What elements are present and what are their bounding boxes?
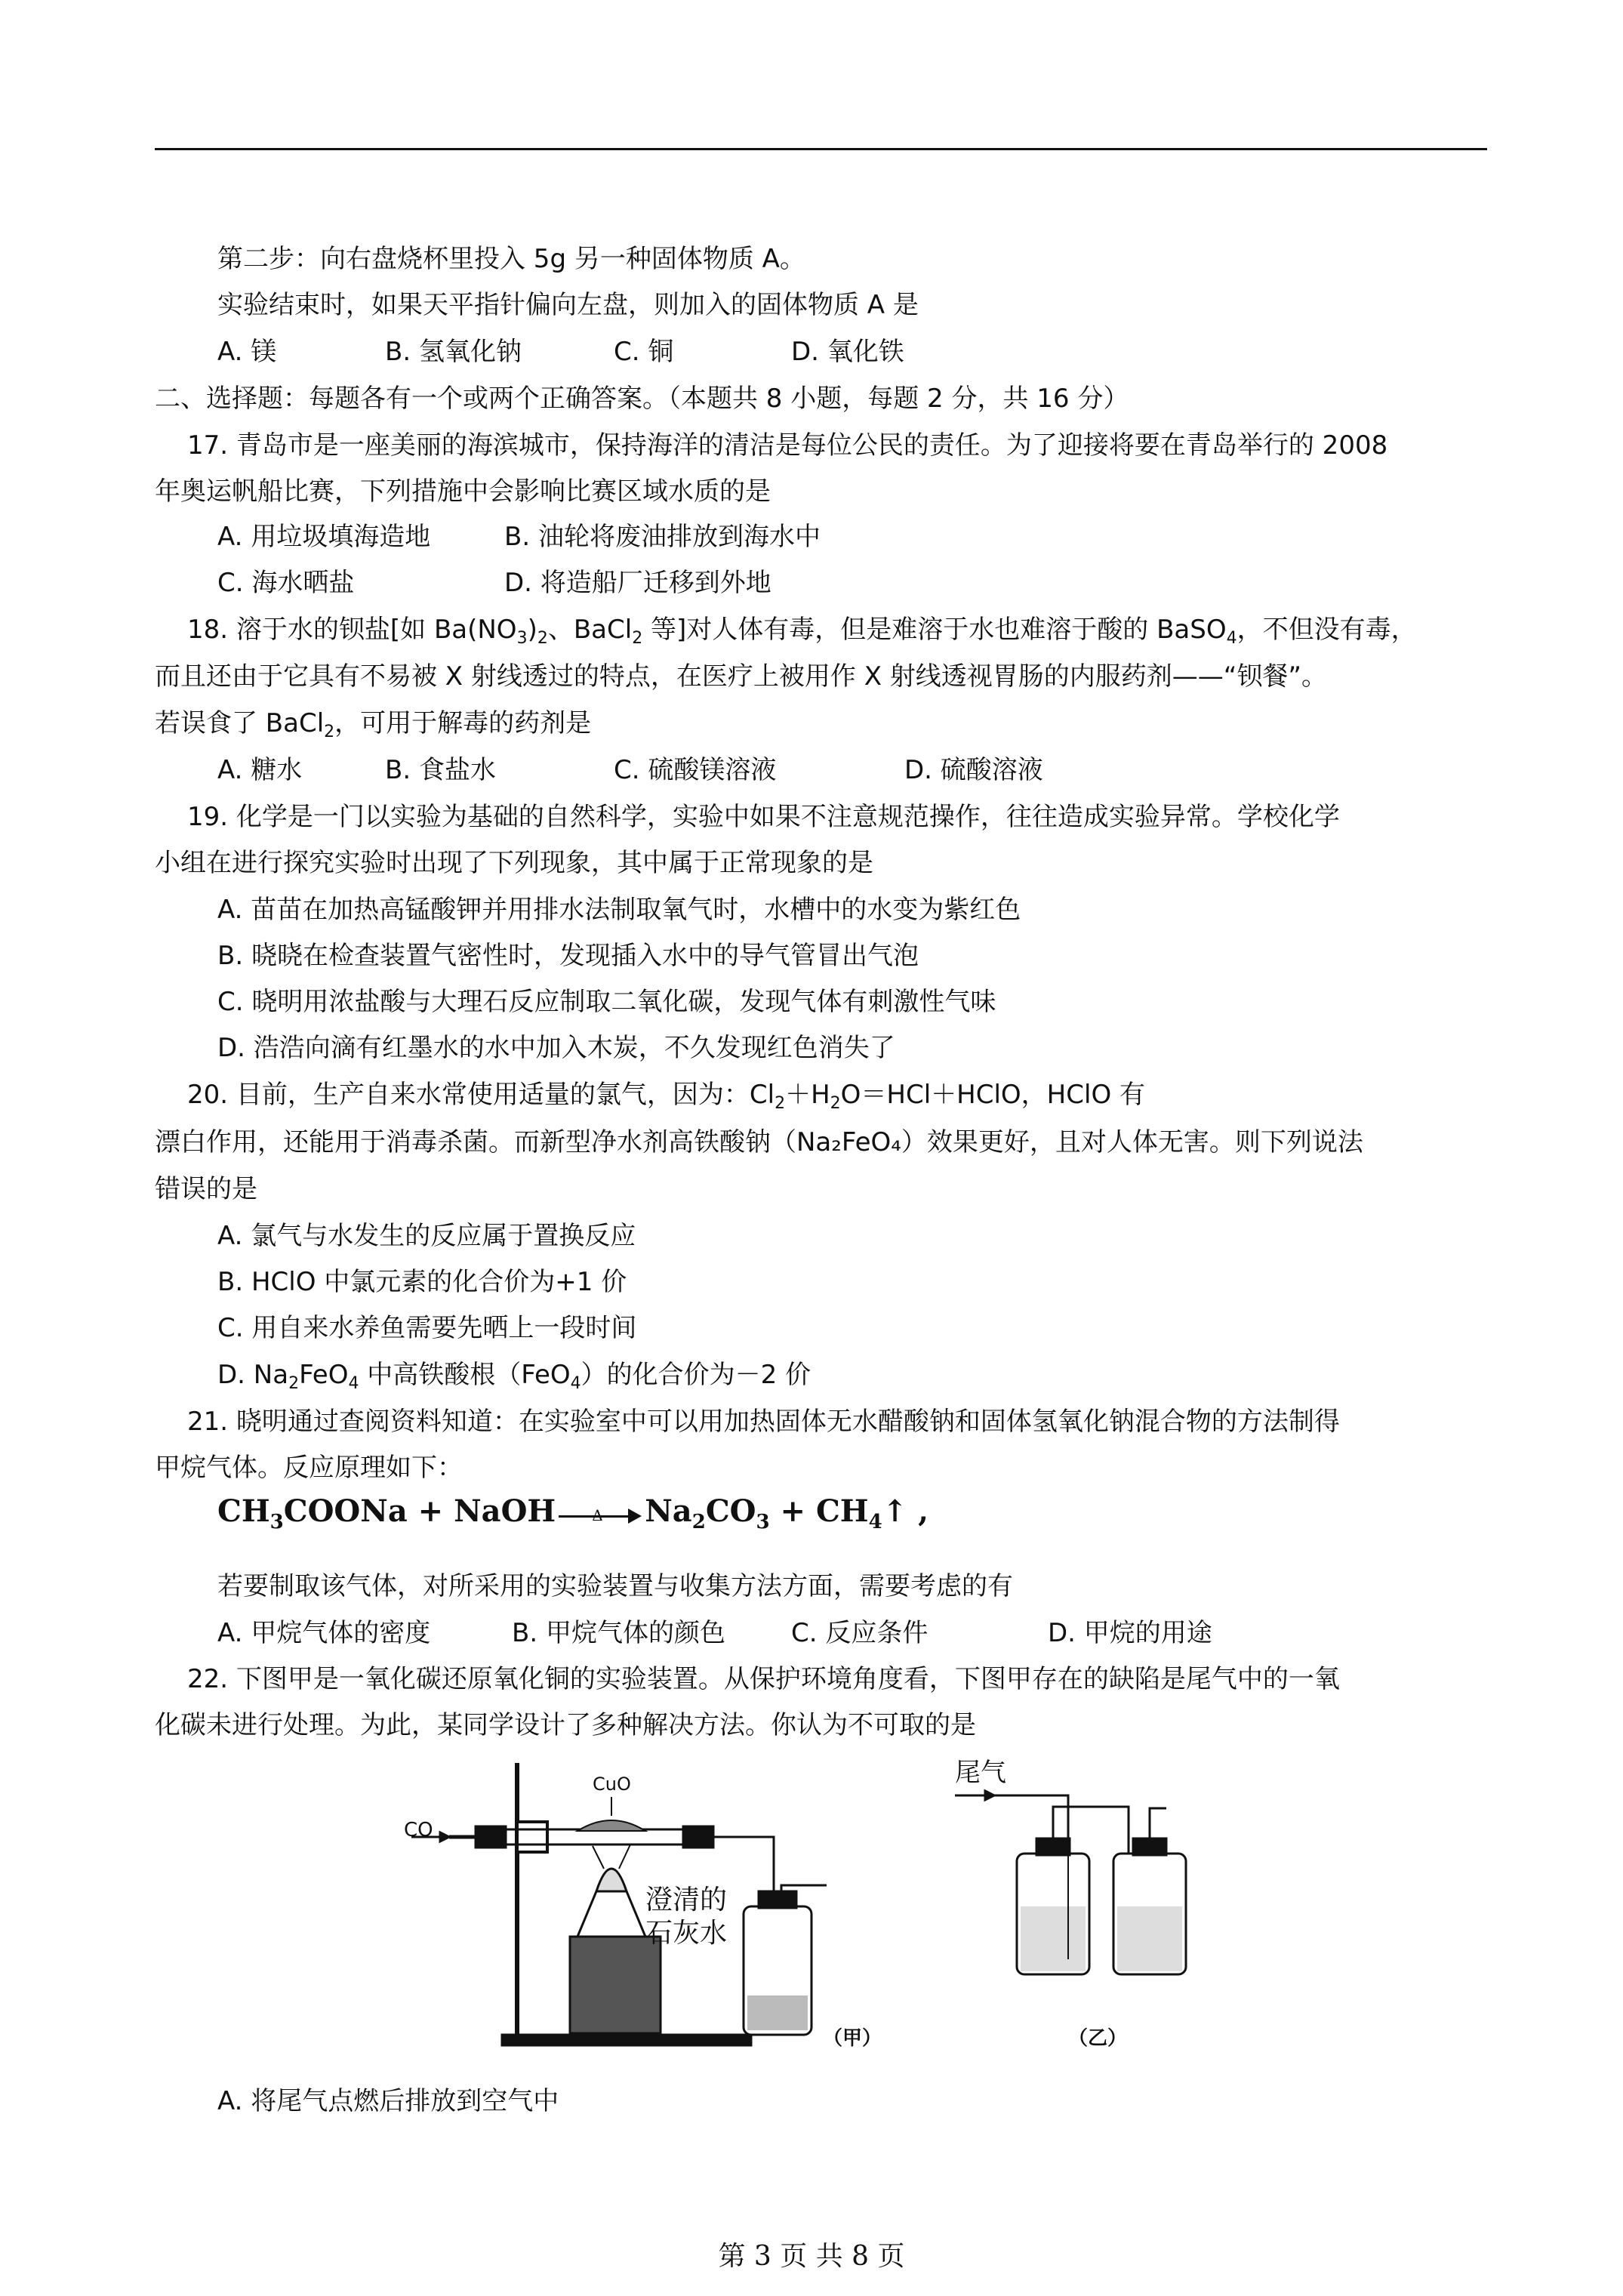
q18-stem-line2: 而且还由于它具有不易被 X 射线透过的特点，在医疗上被用作 X 射线透视胃肠的内服药剂——“钡餐”。 [155,661,1328,692]
lamp-block [570,1937,661,2033]
reaction-equation: $CH_3COONa$ + NaOH $Na_2CO_3$ + $CH_4↑$ , [217,1493,929,1533]
q17-stem-line2: 年奥运帆船比赛，下列措施中会影响比赛区域水质的是 [155,476,771,507]
q22-stem-line1: 22. 下图甲是一氧化碳还原氧化铜的实验装置。从保护环境角度看，下图甲存在的缺陷是尾气中的一氧 [187,1664,1340,1694]
q18-stem-line1: 18. 溶于水的钡盐[如 $Ba(NO_3)_2$、BaCl$_2$ 等]对人体有毒，但是难溶于水也难溶于酸的 BaSO$_4$，不但没有毒， [187,615,1417,648]
q21-stem-line3: 若要制取该气体，对所采用的实验装置与收集方法方面，需要考虑的有 [217,1571,1013,1601]
q18-stem-line3: 若误食了 BaCl$_2$，可用于解毒的药剂是 [155,708,592,741]
q22-stem-line2: 化碳未进行处理。为此，某同学设计了多种解决方法。你认为不可取的是 [155,1710,976,1740]
option-b: B. 油轮将废油排放到海水中 [504,522,821,552]
q20-stem-line2: 漂白作用，还能用于消毒杀菌。而新型净水剂高铁酸钠（Na₂FeO₄）效果更好，且对人体无害。则下列说法 [155,1127,1363,1157]
q20-stem-line1: 20. 目前，生产自来水常使用适量的氯气，因为：$Cl_2+H_2O=HCl+HClO$，HClO 有 [187,1080,1146,1113]
option-b: B. 氢氧化钠 [385,337,522,367]
alcohol-lamp [577,1891,645,1937]
apparatus-figure [404,1755,1196,2073]
option-a: A. 甲烷气体的密度 [217,1618,431,1648]
figure-jia-label: （甲） [823,2027,882,2050]
limewater [747,1996,808,2030]
tail-gas-label: 尾气 [955,1758,1006,1788]
heating-arrow [559,1499,642,1529]
q17-stem-line1: 17. 青岛市是一座美丽的海滨城市，保持海洋的清洁是每位公民的责任。为了迎接将要在青岛举行的 2008 [187,430,1388,461]
q20-option-a: A. 氯气与水发生的反应属于置换反应 [217,1221,636,1251]
q19-option-a: A. 苗苗在加热高锰酸钾并用排水法制取氧气时，水槽中的水变为紫红色 [217,895,1021,925]
q19-stem-line1: 19. 化学是一门以实验为基础的自然科学，实验中如果不注意规范操作，往往造成实验异常。学校化学 [187,802,1340,832]
option-c: C. 海水晒盐 [217,568,355,598]
flame [596,1869,627,1891]
q19-option-c: C. 晓明用浓盐酸与大理石反应制取二氧化碳，发现气体有刺激性气味 [217,987,996,1017]
figure-yi-label: （乙） [1068,2027,1128,2050]
option-a: A. 糖水 [217,755,303,785]
stand-base [502,2035,751,2045]
option-c: C. 铜 [614,337,674,367]
header-rule [155,148,1487,150]
section-two-heading: 二、选择题：每题各有一个或两个正确答案。（本题共 8 小题，每题 2 分，共 16 分） [155,384,1129,414]
cuo-label: CuO [593,1774,631,1795]
co-label: CO [404,1819,433,1841]
clamp [517,1822,547,1852]
option-d: D. 氧化铁 [791,337,904,367]
q22-option-a: A. 将尾气点燃后排放到空气中 [217,2086,559,2116]
stopper-right [683,1826,713,1848]
option-b: B. 甲烷气体的颜色 [512,1618,725,1648]
limewater-label-2: 石灰水 [645,1918,728,1949]
cuo-powder [577,1820,645,1831]
q20-option-b: B. HClO 中氯元素的化合价为+1 价 [217,1267,627,1297]
option-b: B. 食盐水 [385,755,496,785]
limewater-label-1: 澄清的 [645,1885,728,1915]
option-d: D. 硫酸溶液 [904,755,1043,785]
step-two-text: 第二步：向右盘烧杯里投入 5g 另一种固体物质 A。 [217,244,805,274]
q20-option-d: D. $Na_2FeO_4$ 中高铁酸根（FeO$_4$）的化合价为－2 价 [217,1360,812,1393]
q20-option-c: C. 用自来水养鱼需要先晒上一段时间 [217,1313,637,1343]
option-a: A. 镁 [217,337,277,367]
q19-option-b: B. 晓晓在检查装置气密性时，发现插入水中的导气管冒出气泡 [217,941,919,971]
option-a: A. 用垃圾填海造地 [217,522,431,552]
page-footer: 第 3 页 共 8 页 [718,2241,905,2272]
q20-stem-line3: 错误的是 [155,1174,257,1204]
q19-stem-line2: 小组在进行探究实验时出现了下列现象，其中属于正常现象的是 [155,848,873,878]
q16-stem: 实验结束时，如果天平指针偏向左盘，则加入的固体物质 A 是 [217,290,919,320]
option-c: C. 反应条件 [791,1618,929,1648]
option-c: C. 硫酸镁溶液 [614,755,777,785]
q21-stem-line2: 甲烷气体。反应原理如下： [155,1453,463,1483]
option-d: D. 将造船厂迁移到外地 [504,568,771,598]
option-d: D. 甲烷的用途 [1048,1618,1212,1648]
q21-stem-line1: 21. 晓明通过查阅资料知道：在实验室中可以用加热固体无水醋酸钠和固体氢氧化钠混合物的方法制得 [187,1407,1340,1437]
q19-option-d: D. 浩浩向滴有红墨水的水中加入木炭，不久发现红色消失了 [217,1033,895,1063]
